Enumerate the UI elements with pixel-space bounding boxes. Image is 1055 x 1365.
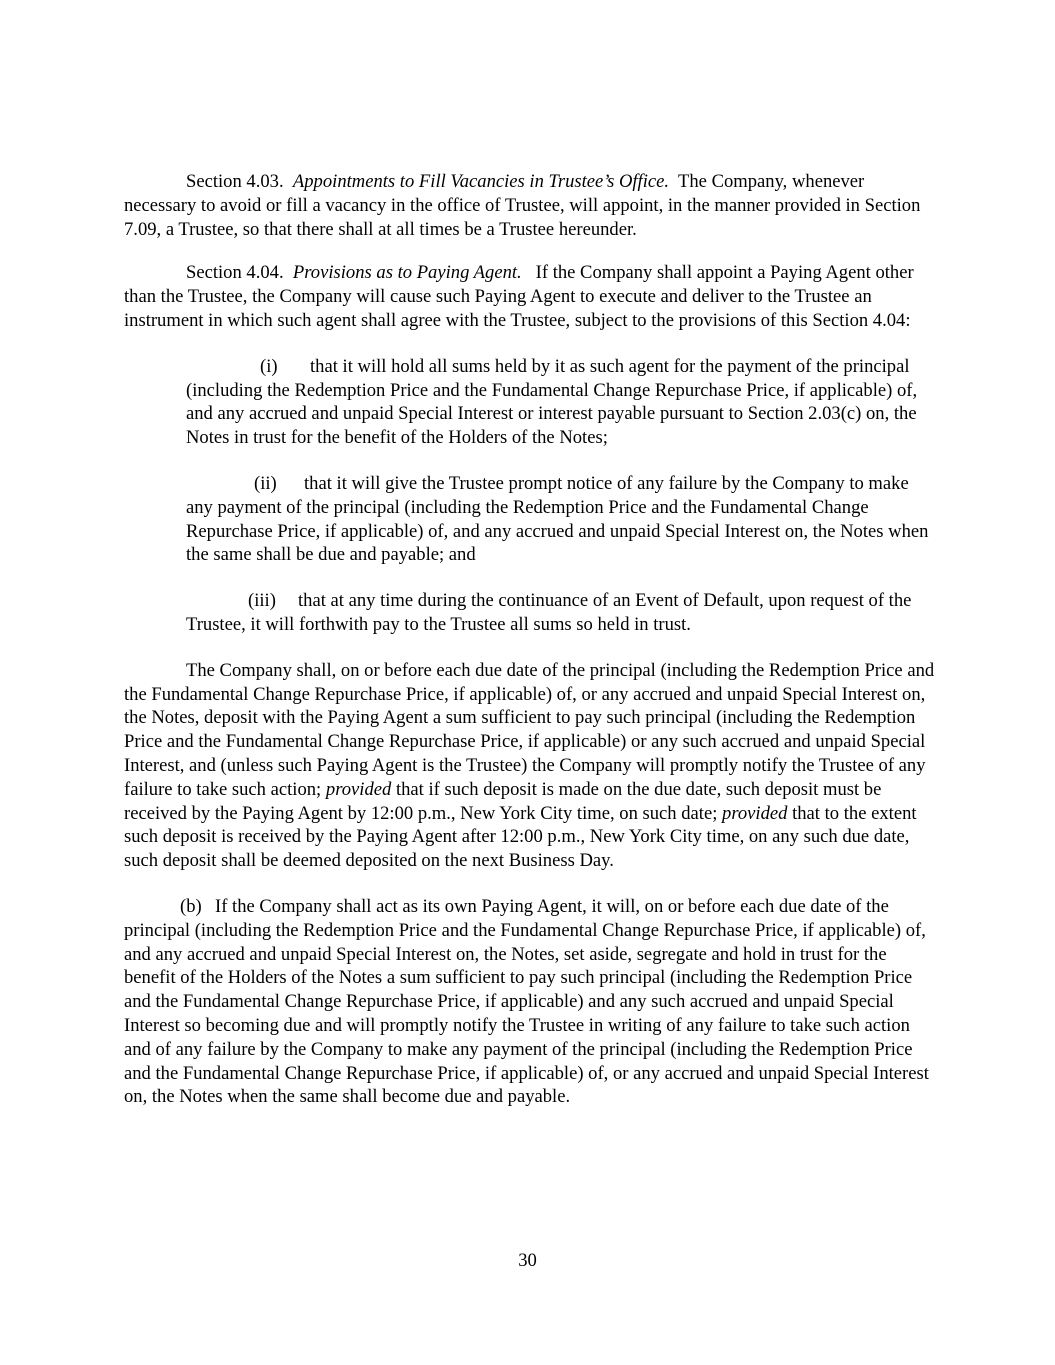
section-4-04-title: Provisions as to Paying Agent. xyxy=(292,262,522,284)
list-item-i xyxy=(186,355,936,450)
list-item-iii-text: that at any time during the continuance of an Event of Default, upon request of the Trustee, it will forthwith pay to the Trustee all sums so held in trust. xyxy=(186,590,912,635)
document-page xyxy=(124,170,936,1109)
company-deposit-provided-1: provided xyxy=(325,778,392,800)
section-4-04-paragraph xyxy=(124,261,936,332)
section-4-03-body: The Company, whenever necessary to avoid or fill a vacancy in the office of Trustee, will appoint, in the manner provided in Section 7.09, a Trustee, so that there shall at all times be a Trustee hereunder. xyxy=(124,171,921,240)
list-item-ii xyxy=(186,472,936,567)
paragraph-b-label: (b) xyxy=(180,895,202,917)
paragraph-b-text: If the Company shall act as its own Paying Agent, it will, on or before each due date of the principal (including the Redemption Price and the Fundamental Change Repurchase Price, if applicable) of, and any accrued and unpaid Special Interest on, the Notes, set aside, segregate and hold in trust for the benefit of the Holders of the Notes a sum sufficient to pay such principal (including the Redemption Price and the Fundamental Change Repurchase Price, if applicable) and any such accrued and unpaid Special Interest so becoming due and will promptly notify the Trustee in writing of any failure to take such action and of any failure by the Company to make any payment of the principal (including the Redemption Price and the Fundamental Change Repurchase Price, if applicable) of, or any accrued and unpaid Special Interest on, the Notes when the same shall become due and payable. xyxy=(124,895,929,1108)
list-item-ii-label: (ii) xyxy=(254,472,277,494)
company-deposit-part2: that if such deposit is made on the due date, such deposit must be received by the Paying Agent by 12:00 p.m., New York City time, on such date; xyxy=(124,778,882,824)
section-4-03-label: Section 4.03. xyxy=(186,171,284,192)
page-number: 30 xyxy=(518,1250,537,1271)
list-item-iii xyxy=(186,589,936,637)
company-deposit-paragraph xyxy=(124,659,936,873)
company-deposit-provided-2: provided xyxy=(722,802,788,824)
list-item-iii-label: (iii) xyxy=(248,590,276,612)
section-4-04-label: Section 4.04. xyxy=(186,262,284,284)
list-item-ii-text: that it will give the Trustee prompt notice of any failure by the Company to make any payment of the principal (including the Redemption Price and the Fundamental Change Repurchase Price, if applicable) of, and any accrued and unpaid Special Interest on, the Notes when the same shall be due and payable; and xyxy=(186,472,929,566)
company-deposit-part3: that to the extent such deposit is received by the Paying Agent after 12:00 p.m., New York City time, on any such due date, such deposit shall be deemed deposited on the next Business Day. xyxy=(124,802,917,872)
company-deposit-part1: The Company shall, on or before each due date of the principal (including the Redemption Price and the Fundamental Change Repurchase Price, if applicable) of, or any accrued and unpaid Special Interest on, the Notes, deposit with the Paying Agent a sum sufficient to pay such principal (including the Redemption Price and the Fundamental Change Repurchase Price, if applicable) or any such accrued and unpaid Special Interest, and (unless such Paying Agent is the Trustee) the Company will promptly notify the Trustee of any failure to take such action; xyxy=(124,659,935,800)
list-item-i-text: that it will hold all sums held by it as such agent for the payment of the principal (including the Redemption Price and the Fundamental Change Repurchase Price, if applicable) of, and any accrued and unpaid Special Interest or interest payable pursuant to Section 2.03(c) on, the Notes in trust for the benefit of the Holders of the Notes; xyxy=(186,355,918,449)
list-item-i-label: (i) xyxy=(260,355,278,377)
section-4-03-title: Appointments to Fill Vacancies in Trustee’s Office. xyxy=(292,171,670,192)
section-4-03-paragraph xyxy=(124,170,936,241)
paragraph-b xyxy=(124,895,936,1109)
section-4-04-body: If the Company shall appoint a Paying Agent other than the Trustee, the Company will cause such Paying Agent to execute and deliver to the Trustee an instrument in which such agent shall agree with the Trustee, subject to the provisions of this Section 4.04: xyxy=(124,262,914,331)
